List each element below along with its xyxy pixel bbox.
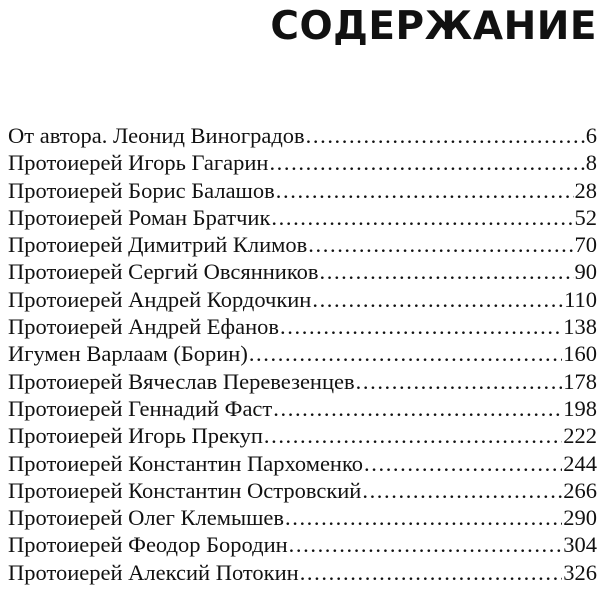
dot-leader — [308, 231, 573, 258]
toc-entry-page: 8 — [585, 150, 597, 176]
toc-entry[interactable] — [8, 450, 597, 477]
toc-entry-title: Протоиерей Борис Балашов — [8, 177, 275, 203]
toc-entry[interactable] — [8, 204, 597, 231]
toc-entry-page: 90 — [574, 259, 597, 285]
toc-entry-page: 198 — [563, 395, 597, 421]
dot-leader — [269, 149, 584, 176]
toc-entry-title: От автора. Леонид Виноградов — [8, 123, 305, 148]
dot-leader — [320, 258, 574, 285]
toc-entry-page: 110 — [564, 286, 597, 312]
toc-entry[interactable] — [8, 231, 597, 258]
toc-entry-title: Протоиерей Игорь Гагарин — [8, 150, 269, 176]
toc-entry[interactable] — [8, 177, 597, 204]
dot-leader — [249, 340, 562, 367]
toc-entry-title: Протоиерей Андрей Кордочкин — [8, 286, 312, 312]
toc-entry[interactable] — [8, 504, 597, 531]
toc-entry-title: Протоиерей Алексий Потокин — [8, 559, 299, 585]
toc-entry[interactable] — [8, 258, 597, 285]
toc-entry-title: Протоиерей Константин Пархоменко — [8, 450, 364, 476]
dot-leader — [276, 177, 574, 204]
dot-leader — [364, 450, 562, 477]
dot-leader — [312, 286, 563, 313]
toc-entry[interactable] — [8, 122, 597, 149]
toc-entry-title: Протоиерей Сергий Овсянников — [8, 259, 319, 285]
toc-entry-page: 222 — [563, 423, 597, 449]
toc-entry-page: 160 — [563, 341, 597, 367]
toc-entry-page: 70 — [574, 232, 597, 258]
toc-entry-page: 28 — [574, 177, 597, 203]
dot-leader — [280, 313, 562, 340]
toc-entry-title: Протоиерей Игорь Прекуп — [8, 423, 263, 449]
table-of-contents — [8, 122, 597, 586]
dot-leader — [264, 422, 562, 449]
toc-entry-title: Протоиерей Геннадий Фаст — [8, 395, 273, 421]
toc-entry[interactable] — [8, 286, 597, 313]
page-title: СОДЕРЖАНИЕ — [270, 4, 597, 49]
toc-entry-page: 290 — [563, 505, 597, 531]
toc-entry[interactable] — [8, 531, 597, 558]
toc-entry-title: Протоиерей Димитрий Климов — [8, 232, 308, 258]
dot-leader — [289, 531, 563, 558]
toc-entry-title: Протоиерей Олег Клемышев — [8, 505, 284, 531]
toc-entry[interactable] — [8, 477, 597, 504]
dot-leader — [273, 395, 562, 422]
toc-entry[interactable] — [8, 149, 597, 176]
toc-entry-title: Протоиерей Вячеслав Перевезенцев — [8, 368, 355, 394]
dot-leader — [356, 368, 563, 395]
toc-entry-title: Протоиерей Андрей Ефанов — [8, 314, 280, 340]
dot-leader — [300, 559, 563, 586]
toc-entry[interactable] — [8, 340, 597, 367]
toc-entry[interactable] — [8, 395, 597, 422]
toc-entry-title: Протоиерей Феодор Бородин — [8, 532, 288, 558]
dot-leader — [285, 504, 562, 531]
toc-entry[interactable] — [8, 559, 597, 586]
toc-entry-page: 326 — [563, 559, 597, 585]
toc-entry-page: 178 — [563, 368, 597, 394]
toc-entry-page: 304 — [563, 532, 597, 558]
toc-entry-title: Игумен Варлаам (Борин) — [8, 341, 248, 367]
toc-entry[interactable] — [8, 368, 597, 395]
toc-entry[interactable] — [8, 313, 597, 340]
toc-entry[interactable] — [8, 422, 597, 449]
toc-entry-title: Протоиерей Константин Островский — [8, 477, 362, 503]
toc-entry-title: Протоиерей Роман Братчик — [8, 204, 271, 230]
dot-leader — [362, 477, 562, 504]
toc-entry-page: 52 — [574, 204, 597, 230]
dot-leader — [271, 204, 573, 231]
dot-leader — [306, 122, 585, 149]
toc-entry-page: 138 — [563, 314, 597, 340]
toc-entry-page: 244 — [563, 450, 597, 476]
toc-entry-page: 266 — [563, 477, 597, 503]
toc-entry-page: 6 — [585, 123, 597, 148]
